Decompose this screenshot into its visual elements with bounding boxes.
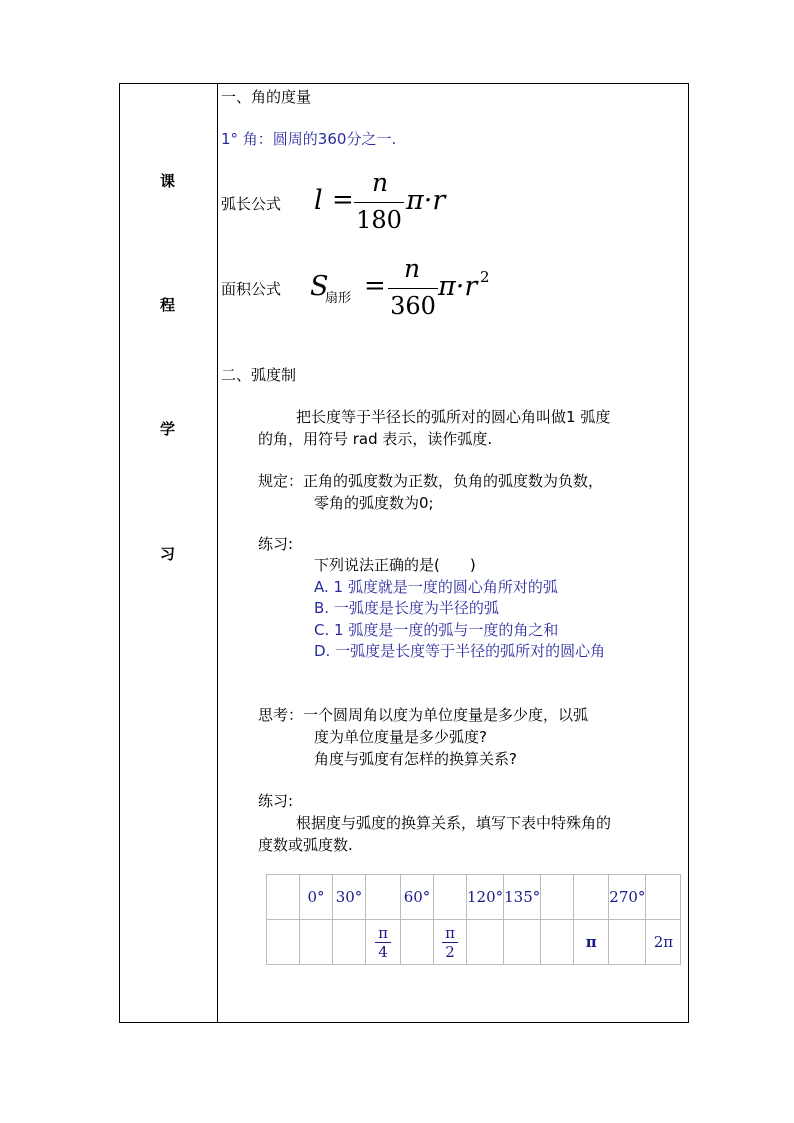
pi-over-2 xyxy=(442,924,458,961)
radian-cell[interactable] xyxy=(401,920,434,965)
angle-conversion-table xyxy=(266,874,681,965)
area-eq: = xyxy=(364,271,386,301)
option-a: A. 1 弧度就是一度的圆心角所对的弧 xyxy=(314,578,558,596)
think-line3: 角度与弧度有怎样的换算关系? xyxy=(314,750,517,768)
section2-title: 二、弧度制 xyxy=(221,366,297,384)
degree-cell[interactable] xyxy=(574,875,609,920)
rule-line2: 零角的弧度数为0; xyxy=(314,494,434,512)
degree-cell[interactable]: 60° xyxy=(401,875,434,920)
degree-cell[interactable]: 135° xyxy=(504,875,541,920)
radian-cell[interactable] xyxy=(609,920,646,965)
exercise2-label: 练习: xyxy=(258,792,294,810)
side-label-1: 课 xyxy=(160,172,176,190)
degree-row xyxy=(267,875,681,920)
pi-over-4-num: π xyxy=(375,924,391,943)
pi-over-2-num: π xyxy=(442,924,458,943)
exercise1-label: 练习: xyxy=(258,535,294,553)
arc-frac-line xyxy=(354,202,404,203)
radian-cell-pi[interactable]: π xyxy=(574,920,609,965)
pi-over-4 xyxy=(375,924,391,961)
area-rhs: π·r xyxy=(438,271,478,302)
arc-rhs: π·r xyxy=(406,185,446,216)
area-num: n xyxy=(403,254,421,283)
degree-cell[interactable]: 0° xyxy=(300,875,333,920)
arc-lhs: l xyxy=(314,185,323,216)
degree-cell[interactable] xyxy=(541,875,574,920)
area-superscript: 2 xyxy=(480,268,490,286)
degree-cell[interactable]: 30° xyxy=(333,875,366,920)
radian-def-line2: 的角，用符号 rad 表示，读作弧度. xyxy=(258,430,493,448)
arc-den: 180 xyxy=(356,206,402,234)
area-label: 面积公式 xyxy=(221,280,282,298)
radian-cell[interactable] xyxy=(300,920,333,965)
radian-cell-pi-over-2[interactable] xyxy=(434,920,467,965)
exercise2-line1: 根据度与弧度的换算关系，填写下表中特殊角的 xyxy=(296,814,612,832)
area-lhs: S xyxy=(310,271,329,302)
degree-definition: 1° 角：圆周的360分之一. xyxy=(221,130,397,148)
degree-cell[interactable]: 270° xyxy=(609,875,646,920)
pi-over-2-den: 2 xyxy=(445,942,455,961)
arc-length-formula xyxy=(310,170,470,240)
area-frac-line xyxy=(388,288,438,289)
side-label-3: 学 xyxy=(160,420,176,438)
arc-eq: = xyxy=(332,185,354,215)
side-label-2: 程 xyxy=(160,296,176,314)
arc-length-label: 弧长公式 xyxy=(221,195,282,213)
section1-title: 一、角的度量 xyxy=(221,88,312,106)
radian-cell[interactable] xyxy=(467,920,504,965)
radian-cell[interactable] xyxy=(267,920,300,965)
arc-num: n xyxy=(371,168,389,197)
radian-cell-two-pi[interactable]: 2π xyxy=(646,920,681,965)
area-subscript: 扇形 xyxy=(325,291,352,306)
degree-cell[interactable] xyxy=(267,875,300,920)
pi-over-4-den: 4 xyxy=(378,942,388,961)
degree-cell[interactable] xyxy=(434,875,467,920)
radian-def-line1: 把长度等于半径长的弧所对的圆心角叫做1 弧度 xyxy=(296,408,611,426)
degree-cell[interactable]: 120° xyxy=(467,875,504,920)
rule-line1: 规定：正角的弧度数为正数，负角的弧度数为负数， xyxy=(258,472,604,490)
think-line1: 思考：一个圆周角以度为单位度量是多少度，以弧 xyxy=(258,706,589,724)
radian-cell-pi-over-4[interactable] xyxy=(366,920,401,965)
option-d: D. 一弧度是长度等于半径的弧所对的圆心角 xyxy=(314,642,606,660)
radian-cell[interactable] xyxy=(504,920,541,965)
sector-area-formula xyxy=(308,256,508,326)
exercise1-question: 下列说法正确的是( ) xyxy=(314,556,476,574)
column-divider xyxy=(217,83,218,1023)
side-label-4: 习 xyxy=(160,545,176,563)
area-den: 360 xyxy=(390,292,436,320)
option-c: C. 1 弧度是一度的弧与一度的角之和 xyxy=(314,621,559,639)
radian-cell[interactable] xyxy=(333,920,366,965)
think-line2: 度为单位度量是多少弧度? xyxy=(314,728,487,746)
degree-cell[interactable] xyxy=(366,875,401,920)
radian-cell[interactable] xyxy=(541,920,574,965)
radian-row xyxy=(267,920,681,965)
exercise2-line2: 度数或弧度数. xyxy=(258,836,353,854)
option-b: B. 一弧度是长度为半径的弧 xyxy=(314,599,499,617)
degree-cell[interactable] xyxy=(646,875,681,920)
